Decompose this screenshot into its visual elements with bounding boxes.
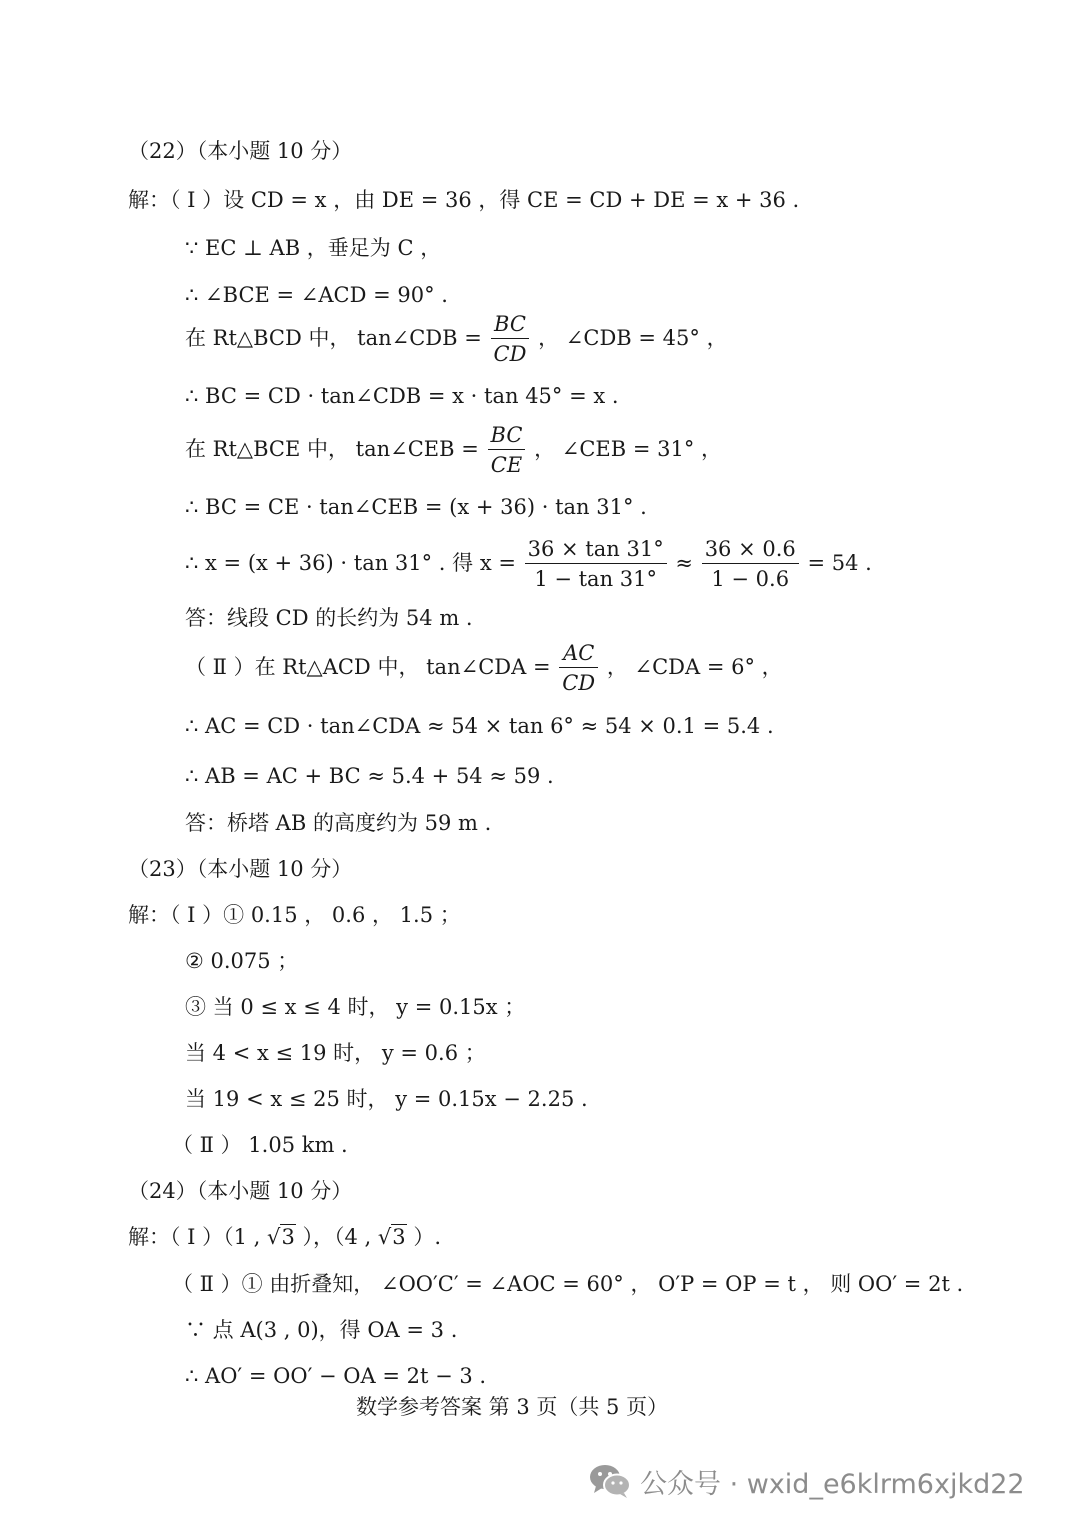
denominator: CE <box>490 453 523 477</box>
q22-line-11: ∴ AC = CD · tan∠CDA ≈ 54 × tan 6° ≈ 54 × 0.1 = 5.4 . <box>185 714 774 738</box>
denominator: 1 − tan 31° <box>534 567 658 591</box>
q24-line-1-mid: ），（4 , <box>302 1225 372 1249</box>
numerator: 36 × 0.6 <box>702 539 799 564</box>
q22-header: （22）（本小题 10 分） <box>128 139 353 163</box>
q23-header: （23）（本小题 10 分） <box>128 857 353 881</box>
q22-line-4 <box>185 314 728 365</box>
q22-line-6-text: 在 Rt△BCE 中， tan∠CEB = <box>185 437 479 461</box>
numerator: BC <box>491 314 530 339</box>
wechat-icon <box>588 1463 632 1499</box>
q22-line-3: ∴ ∠BCE = ∠ACD = 90° . <box>185 283 448 307</box>
q24-line-4: ∴ AO′ = OO′ − OA = 2t − 3 . <box>185 1364 487 1388</box>
q23-line-4: 当 4 < x ≤ 19 时， y = 0.6 ； <box>185 1041 486 1065</box>
q23-line-6: （ Ⅱ ） 1.05 km . <box>172 1133 348 1157</box>
q23-line-5: 当 19 < x ≤ 25 时， y = 0.15x − 2.25 . <box>185 1087 588 1111</box>
q22-line-1: 解：（ Ⅰ ）设 CD = x ，由 DE = 36 ，得 CE = CD + DE = x + 36 . <box>128 188 800 212</box>
sqrt-3: √3 <box>267 1225 295 1249</box>
denominator: CD <box>562 671 596 695</box>
q22-line-6 <box>185 425 722 476</box>
fraction-bc-cd <box>491 314 530 365</box>
q22-line-7: ∴ BC = CE · tan∠CEB = (x + 36) · tan 31° . <box>185 495 647 519</box>
numerator: 36 × tan 31° <box>525 539 667 564</box>
q24-line-3: ∵ 点 A(3 , 0)，得 OA = 3 . <box>185 1318 458 1342</box>
q22-answer-2: 答：桥塔 AB 的高度约为 59 m . <box>185 811 492 835</box>
sqrt-3: √3 <box>377 1225 406 1249</box>
fraction-bc-ce <box>488 425 526 476</box>
q22-line-12: ∴ AB = AC + BC ≈ 5.4 + 54 ≈ 59 . <box>185 764 554 788</box>
q24-line-2: （ Ⅱ ）① 由折叠知， ∠OO′C′ = ∠AOC = 60° ， O′P = OP = t ， 则 OO′ = 2t . <box>172 1272 964 1296</box>
q22-line-8 <box>185 539 872 590</box>
q22-line-10 <box>185 643 783 694</box>
watermark-text: 公众号 · wxid_e6klrm6xjkd22 <box>640 1468 1025 1500</box>
fraction-tan31 <box>525 539 667 590</box>
q22-line-6-tail: ， ∠CEB = 31° ， <box>534 437 723 461</box>
denominator: 1 − 0.6 <box>711 567 790 591</box>
q23-line-3: ③ 当 0 ≤ x ≤ 4 时， y = 0.15x ； <box>185 995 526 1019</box>
watermark <box>588 1456 1025 1506</box>
q24-header: （24）（本小题 10 分） <box>128 1179 353 1203</box>
page-footer: 数学参考答案 第 3 页（共 5 页） <box>356 1395 669 1419</box>
q22-line-8-tail: = 54 . <box>807 551 872 575</box>
q22-line-5: ∴ BC = CD · tan∠CDB = x · tan 45° = x . <box>185 384 619 408</box>
q22-line-4-tail: ， ∠CDB = 45° ， <box>538 326 728 350</box>
q23-line-1: 解：（ Ⅰ ）① 0.15 ， 0.6 ， 1.5 ； <box>128 903 461 927</box>
approx-sign: ≈ <box>675 551 693 575</box>
q24-line-1-tail: ）. <box>413 1225 442 1249</box>
q22-line-10-text: （ Ⅱ ）在 Rt△ACD 中， tan∠CDA = <box>185 655 551 679</box>
fraction-numeric <box>702 539 799 590</box>
denominator: CD <box>493 342 527 366</box>
numerator: AC <box>559 643 598 668</box>
numerator: BC <box>488 425 526 450</box>
q22-line-10-tail: ， ∠CDA = 6° ， <box>606 655 783 679</box>
q23-line-2: ② 0.075 ； <box>185 949 299 973</box>
q24-line-1-text: 解：（ Ⅰ ）（1 , <box>128 1225 261 1249</box>
fraction-ac-cd <box>559 643 598 694</box>
q24-line-1 <box>128 1227 441 1248</box>
q22-line-4-text: 在 Rt△BCD 中， tan∠CDB = <box>185 326 482 350</box>
q22-answer-1: 答：线段 CD 的长约为 54 m . <box>185 606 473 630</box>
q22-line-2: ∵ EC ⊥ AB ，垂足为 C ， <box>185 236 442 260</box>
q22-line-8-text: ∴ x = (x + 36) · tan 31° . 得 x = <box>185 551 516 575</box>
